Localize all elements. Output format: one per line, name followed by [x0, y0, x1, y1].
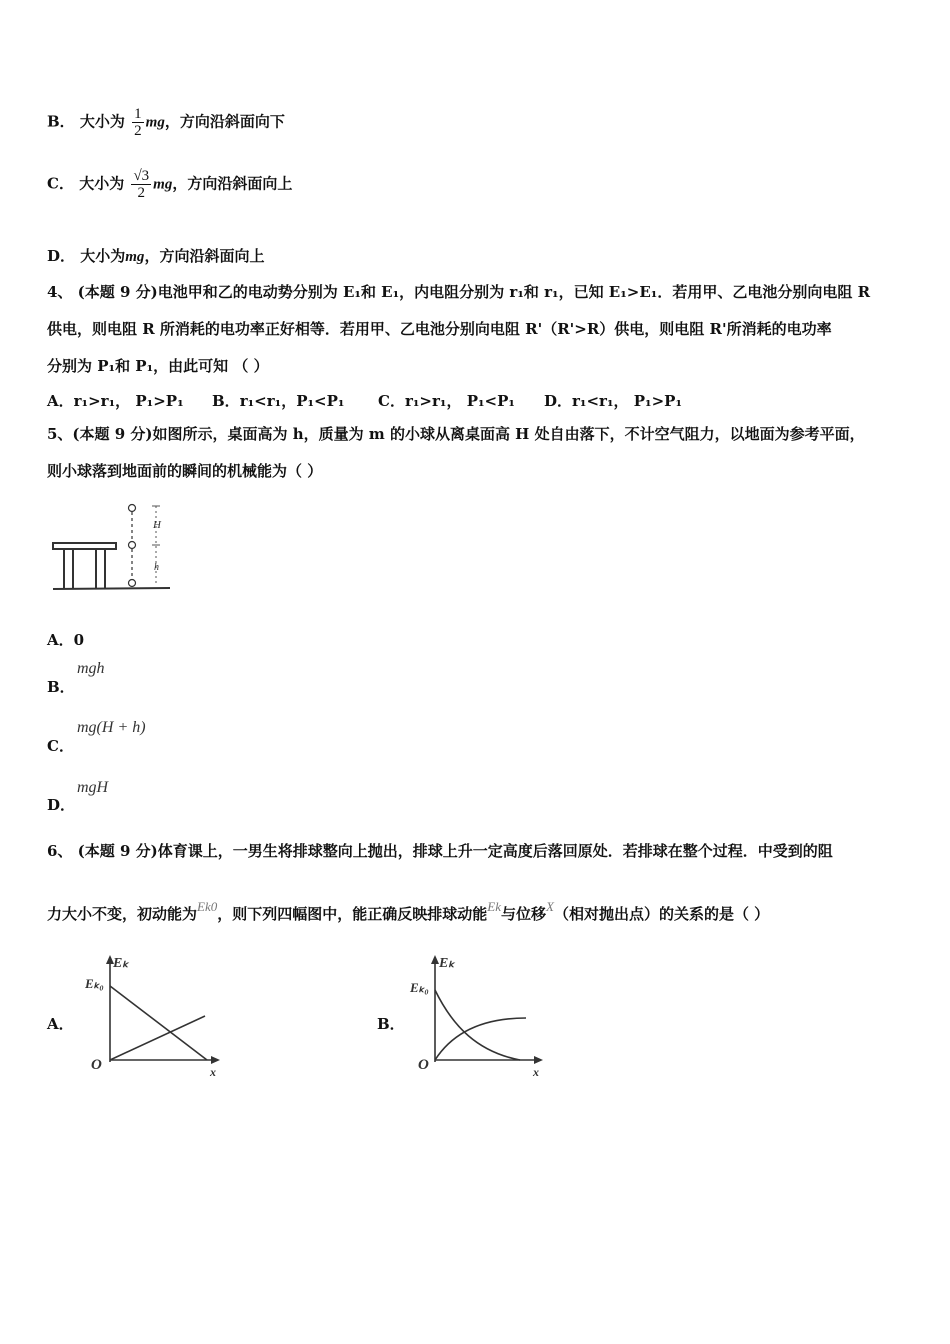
label-H: H — [153, 519, 161, 531]
q4-option-c — [378, 390, 544, 411]
table-ball-figure — [50, 500, 175, 595]
ek0-label: Eₖ₀ — [85, 976, 104, 991]
option-text-pre: 大小为 — [79, 174, 125, 193]
q3-option-c — [47, 168, 292, 201]
text-segment: ，则下列四幅图中，能正确反映排球动能 — [217, 905, 488, 923]
fraction — [131, 168, 151, 201]
option-text-pre: 大小为 — [79, 112, 125, 131]
q5-option-d-label: D． — [47, 796, 76, 814]
q6-option-b-label: B． — [377, 1015, 405, 1033]
fraction-denominator: 2 — [134, 123, 142, 139]
table-top — [53, 543, 116, 549]
option-label: C． — [378, 392, 405, 410]
x-axis-arrow-icon — [211, 1056, 220, 1064]
text-segment: 与位移 — [500, 905, 546, 923]
option-text-post: ，方向沿斜面向下 — [164, 112, 285, 131]
label-h: h — [154, 562, 159, 573]
option-text-pre: 大小为 — [80, 247, 126, 265]
q4-text-line-2: 供电，则电阻 R 所消耗的电功率正好相等．若用甲、乙电池分别向电阻 R'（R'>R）供电，则电阻 R'所消耗的电功率 — [47, 320, 832, 338]
option-text: r₁>r₁， P₁>P₁ — [73, 392, 184, 410]
option-label: A． — [47, 631, 74, 649]
mg-symbol: mg — [125, 249, 145, 265]
mg-symbol: mg — [153, 176, 173, 193]
graph-b — [408, 952, 548, 1077]
mg-symbol: mg — [145, 114, 165, 131]
option-text: r₁<r₁， P₁>P₁ — [572, 392, 683, 410]
q5-option-b-label: B． — [47, 678, 75, 696]
q5-text-line-1: 5、(本题 9 分)如图所示，桌面高为 h，质量为 m 的小球从离桌面高 H 处自由落下，不计空气阻力，以地面为参考平面， — [47, 425, 865, 443]
y-axis-arrow-icon — [431, 955, 439, 964]
q6-text-line-2 — [47, 899, 770, 924]
x-symbol: X — [545, 899, 554, 914]
x-axis-label: x — [210, 1065, 216, 1077]
option-label: D． — [544, 392, 573, 410]
q4-option-d — [544, 390, 682, 411]
q4-option-b — [212, 390, 378, 411]
ek-rising-curve — [435, 1018, 526, 1060]
option-text: 0 — [73, 631, 85, 649]
option-label: B． — [47, 112, 75, 131]
text-segment: （相对抛出点）的关系的是（ ） — [553, 905, 770, 923]
q3-option-d — [47, 245, 264, 266]
ek0-symbol: Ek0 — [197, 899, 218, 914]
q4-option-a — [47, 390, 212, 411]
ek-falling-line — [110, 986, 207, 1060]
graph-a — [85, 952, 225, 1077]
fraction — [132, 106, 144, 139]
option-label: B． — [212, 392, 240, 410]
ball-end-icon — [129, 580, 136, 587]
q6-option-a-label: A． — [47, 1015, 74, 1033]
ball-start-icon — [129, 505, 136, 512]
ek-axis-label: Eₖ — [439, 956, 455, 971]
q5-option-c-text: mg(H + h) — [77, 719, 146, 736]
fraction-numerator: √3 — [133, 168, 150, 184]
text-segment: 力大小不变，初动能为 — [47, 905, 198, 923]
option-label: C． — [47, 174, 74, 193]
origin-label: O — [418, 1057, 429, 1073]
ground-line — [53, 588, 170, 589]
q4-text-line-3: 分别为 P₁和 P₁，由此可知 （ ） — [47, 357, 269, 375]
ball-mid-icon — [129, 542, 136, 549]
q5-text-line-2: 则小球落到地面前的瞬间的机械能为（ ） — [47, 462, 323, 480]
option-label: A． — [47, 392, 74, 410]
option-text: r₁<r₁，P₁<P₁ — [239, 392, 345, 410]
fraction-numerator: 1 — [134, 106, 142, 122]
q5-option-d-text: mgH — [77, 779, 109, 796]
option-label: D． — [47, 247, 76, 265]
q6-text-line-1: 6、 (本题 9 分)体育课上，一男生将排球整向上抛出，排球上升一定高度后落回原处．若排球在整个过程．中受到的阻 — [47, 842, 833, 860]
q5-option-b-text: mgh — [77, 660, 105, 677]
origin-label: O — [91, 1057, 102, 1073]
q5-option-a — [47, 629, 84, 650]
option-text-post: ，方向沿斜面向上 — [144, 247, 265, 265]
q3-option-b — [47, 106, 285, 139]
ek-symbol: Ek — [487, 899, 501, 914]
ek-axis-label: Eₖ — [113, 956, 129, 971]
option-text: r₁>r₁， P₁<P₁ — [404, 392, 515, 410]
x-axis-arrow-icon — [534, 1056, 543, 1064]
x-axis-label: x — [533, 1065, 539, 1077]
q4-options — [47, 390, 682, 411]
fraction-denominator: 2 — [137, 185, 146, 201]
ek0-label: Eₖ₀ — [410, 980, 429, 995]
q5-option-c-label: C． — [47, 737, 74, 755]
ek-falling-curve — [435, 990, 520, 1060]
option-text-post: ，方向沿斜面向上 — [172, 174, 293, 193]
q4-text-line-1: 4、 (本题 9 分)电池甲和乙的电动势分别为 E₁和 E₁，内电阻分别为 r₁和 r₁，已知 E₁>E₁．若用甲、乙电池分别向电阻 R — [47, 283, 871, 301]
